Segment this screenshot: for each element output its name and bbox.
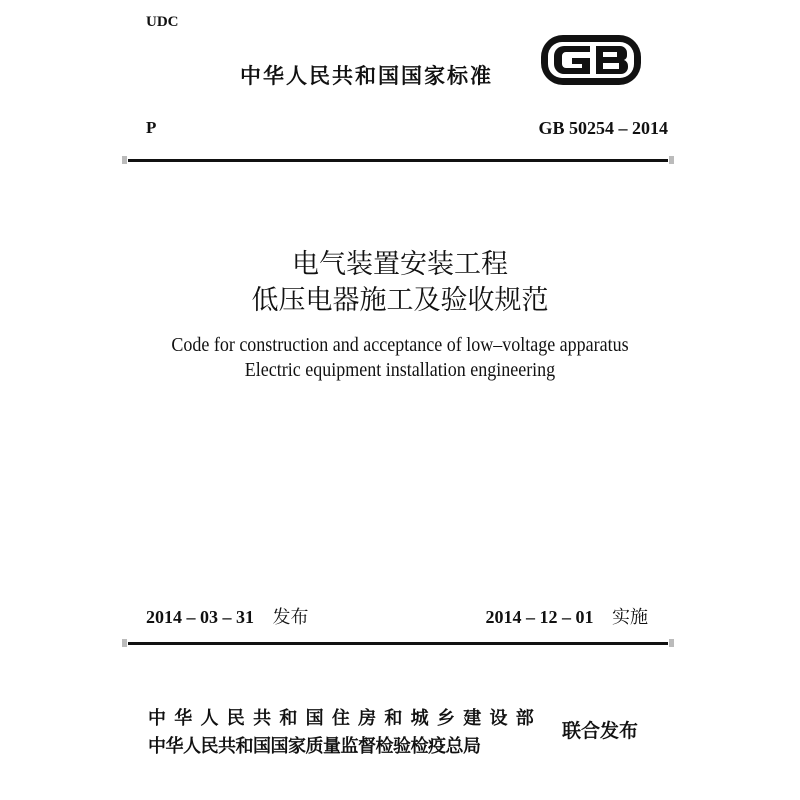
header-divider: [128, 159, 668, 162]
effective-date-value: 2014 – 12 – 01: [485, 607, 594, 627]
gb-logo: [540, 34, 642, 86]
title-en-line1: Code for construction and acceptance of low–voltage apparatus: [171, 334, 629, 356]
footer-divider: [128, 642, 668, 645]
effective-label: 实施: [612, 607, 648, 628]
title-cn-line2: 低压电器施工及验收规范: [251, 285, 549, 316]
standard-number: GB 50254 – 2014: [538, 118, 668, 138]
national-standard-heading: 中华人民共和国国家标准: [240, 64, 493, 88]
publisher-org1: 中 华 人 民 共 和 国 住 房 和 城 乡 建 设 部: [148, 708, 535, 729]
title-en-line2: Electric equipment installation engineering: [244, 359, 556, 381]
issue-label: 发布: [272, 607, 309, 628]
udc-label: UDC: [146, 14, 179, 30]
title-cn-line1: 电气装置安装工程: [292, 249, 508, 280]
category-code: P: [146, 118, 157, 137]
joint-publish-label: 联合发布: [562, 720, 639, 742]
issue-date: [146, 603, 309, 629]
issue-date-value: 2014 – 03 – 31: [146, 607, 254, 627]
effective-date: [486, 603, 649, 629]
publisher-org2: 中华人民共和国国家质量监督检验检疫总局: [148, 736, 481, 757]
